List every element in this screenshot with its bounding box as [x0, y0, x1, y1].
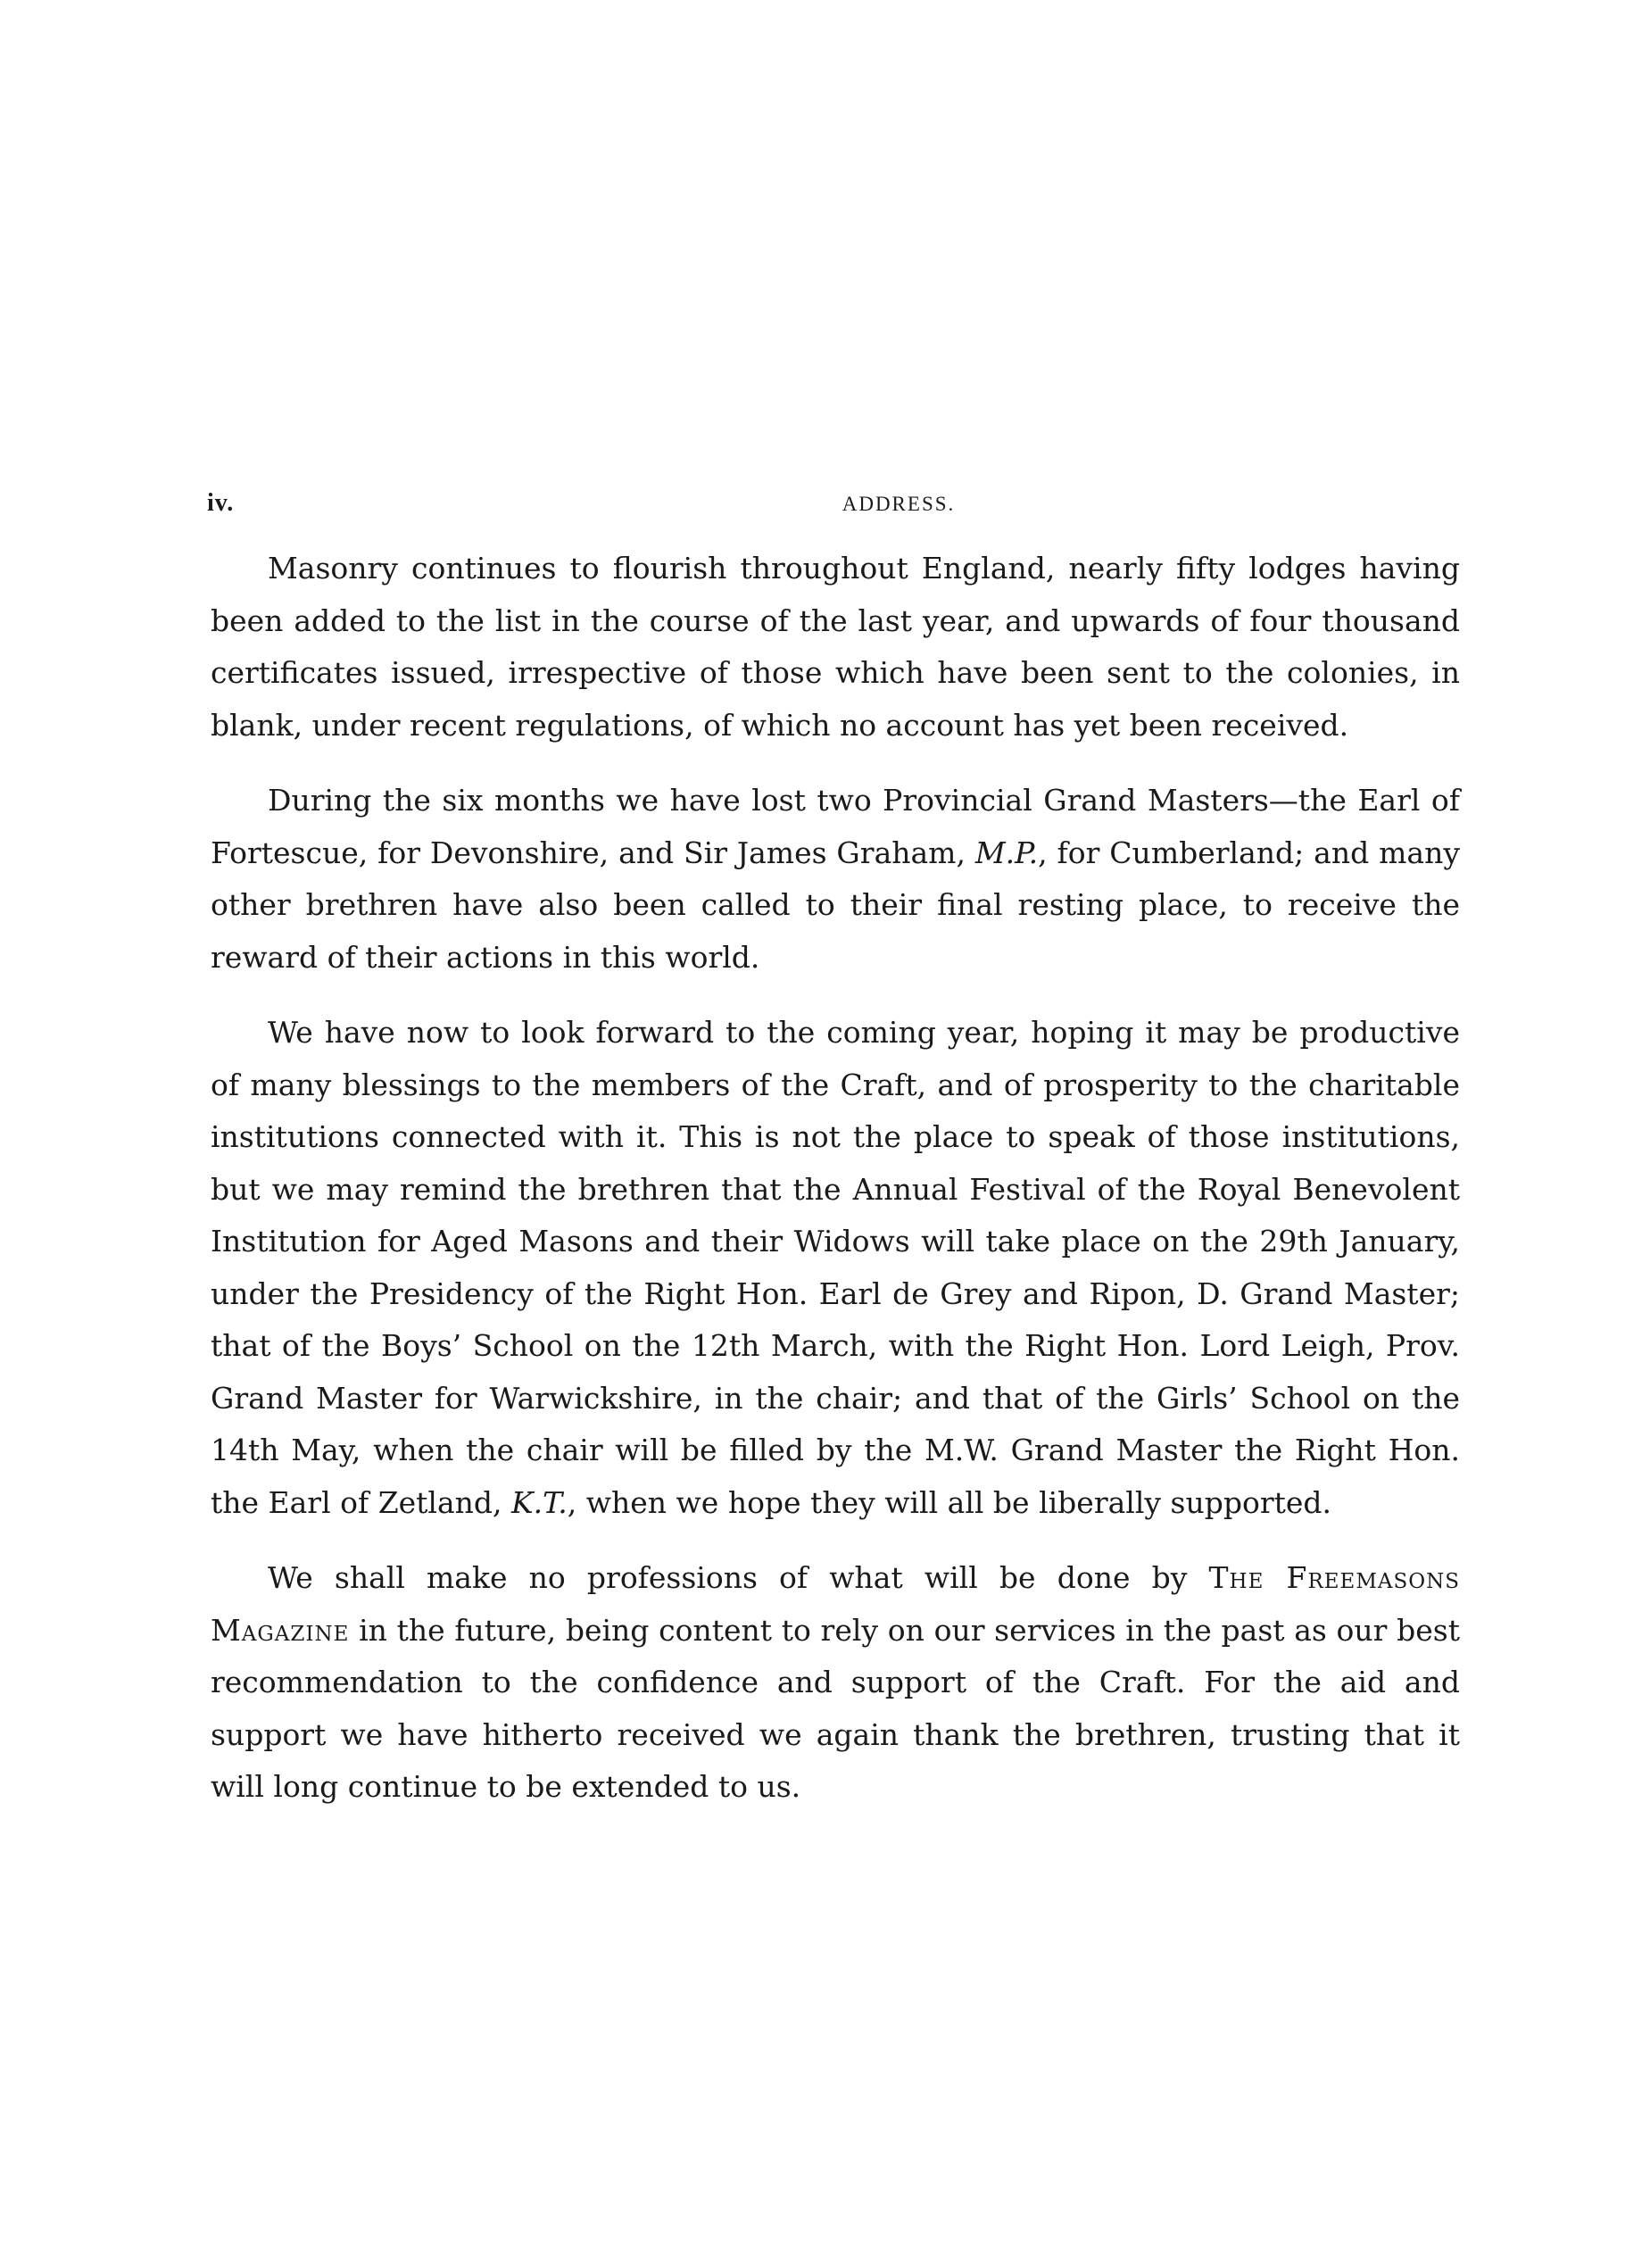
running-head: [207, 489, 1456, 525]
paragraph-text-after: , when we hope they will all be liberally supported.: [567, 1484, 1332, 1520]
paragraph-text-before: During the six months we have lost two Provincial Grand Masters—the Earl of Fortescue, for Devonshire, and Sir James Graham,: [211, 783, 1460, 870]
paragraph-text-after: in the future, being content to rely on our services in the past as our best recommendation to the confidence and support of the Craft. For the aid and support we have hitherto received we again thank the brethren, trusting that it will long continue to be extended to us.: [211, 1612, 1460, 1804]
paragraph-text-before: We shall make no professions of what will be done by: [268, 1560, 1209, 1595]
magazine-title: The Freemasons Magazine: [211, 1560, 1460, 1648]
page-number: iv.: [207, 489, 235, 517]
italic-abbreviation: M.P.: [974, 835, 1039, 870]
paragraph-text-before: We have now to look forward to the coming year, hoping it may be productive of many blessings to the members of the Craft, and of prosperity to the charitable institutions connected with it. This is not the place to speak of those institutions, but we may remind the brethren that the Annual Festival of the Royal Benevolent Institution for Aged Masons and their Widows will take place on the 29th January, under the Presidency of the Right Hon. Earl de Grey and Ripon, D. Grand Master; that of the Boys’ School on the 12th March, with the Right Hon. Lord Leigh, Prov. Grand Master for Warwickshire, in the chair; and that of the Girls’ School on the 14th May, when the chair will be filled by the M.W. Grand Master the Right Hon. the Earl of Zetland,: [211, 1015, 1460, 1520]
paragraph-masonry-flourish: [211, 543, 1460, 752]
paragraph-text: Masonry continues to flourish throughout England, nearly fifty lodges having been added to the list in the course of the last year, and upwards of four thousand certificates issued, irrespective of those which have been sent to the colonies, in blank, under recent regulations, of which no account has yet been received.: [211, 551, 1460, 743]
body-text: [211, 543, 1460, 1814]
paragraph-text-after: , for Cumberland; and many other brethren have also been called to their final resting place, to receive the reward of their actions in this world.: [211, 835, 1460, 975]
paragraph-professions: [211, 1552, 1460, 1814]
italic-abbreviation: K.T.: [511, 1484, 568, 1520]
paragraph-deaths: [211, 775, 1460, 984]
paragraph-coming-year: [211, 1007, 1460, 1529]
running-title: ADDRESS.: [842, 493, 956, 515]
